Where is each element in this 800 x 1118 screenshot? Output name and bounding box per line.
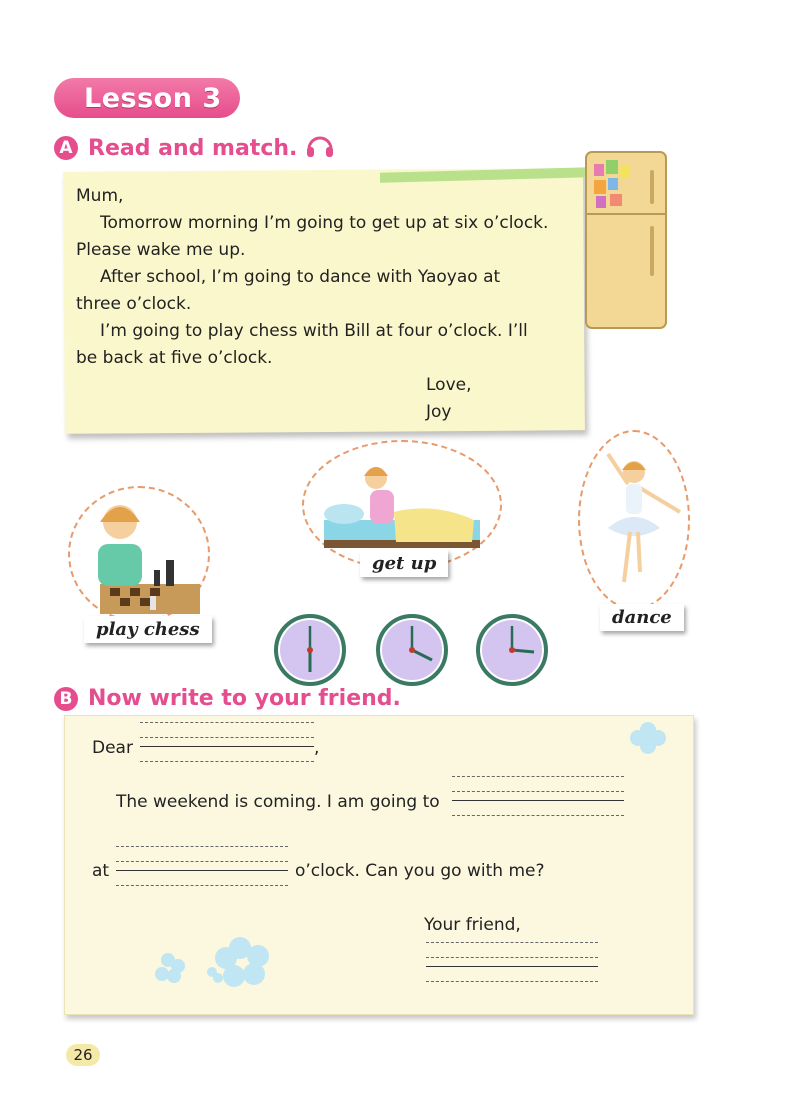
note-line: Please wake me up. xyxy=(76,240,246,260)
note-signature: Joy xyxy=(426,402,452,422)
at-label: at xyxy=(92,861,110,881)
note-closing: Love, xyxy=(426,375,472,395)
note-text xyxy=(76,183,576,426)
clock-1 xyxy=(274,614,346,686)
note-line: Tomorrow morning I’m going to get up at six o’clock. xyxy=(100,213,549,233)
dance-picture xyxy=(578,430,690,610)
section-a-title: Read and match. xyxy=(88,135,298,161)
clock-2 xyxy=(376,614,448,686)
note-line: be back at five o’clock. xyxy=(76,348,273,368)
headphones-icon[interactable] xyxy=(305,132,335,164)
your-friend-label: Your friend, xyxy=(424,915,521,935)
section-b-heading xyxy=(54,686,401,711)
lesson-title: Lesson 3 xyxy=(54,78,240,118)
note-line: After school, I’m going to dance with Yaoyao at xyxy=(100,267,501,287)
dear-name-blank[interactable] xyxy=(140,722,314,762)
note-line: I’m going to play chess with Bill at four o’clock. I’ll xyxy=(100,321,528,341)
note-line: three o’clock. xyxy=(76,294,192,314)
time-blank[interactable] xyxy=(116,846,288,886)
dear-comma: , xyxy=(314,738,320,758)
label-get-up: get up xyxy=(360,550,448,577)
play-chess-picture xyxy=(68,486,210,622)
dear-label: Dear xyxy=(92,738,133,758)
clock-3 xyxy=(476,614,548,686)
flower-decoration-icon xyxy=(626,720,670,758)
activity-blank[interactable] xyxy=(452,776,624,816)
page-number: 26 xyxy=(66,1044,100,1066)
label-play-chess: play chess xyxy=(84,616,212,643)
signature-blank[interactable] xyxy=(426,942,598,982)
fridge-illustration xyxy=(580,150,672,336)
oclock-text: o’clock. Can you go with me? xyxy=(295,861,545,881)
note-greeting: Mum, xyxy=(76,186,124,206)
section-a-badge: A xyxy=(54,136,78,160)
section-a-heading xyxy=(54,132,335,164)
section-b-title: Now write to your friend. xyxy=(88,686,401,711)
weekend-text: The weekend is coming. I am going to xyxy=(116,792,440,812)
flower-decoration-icon xyxy=(150,930,280,994)
label-dance: dance xyxy=(600,604,684,631)
section-b-badge: B xyxy=(54,687,78,711)
